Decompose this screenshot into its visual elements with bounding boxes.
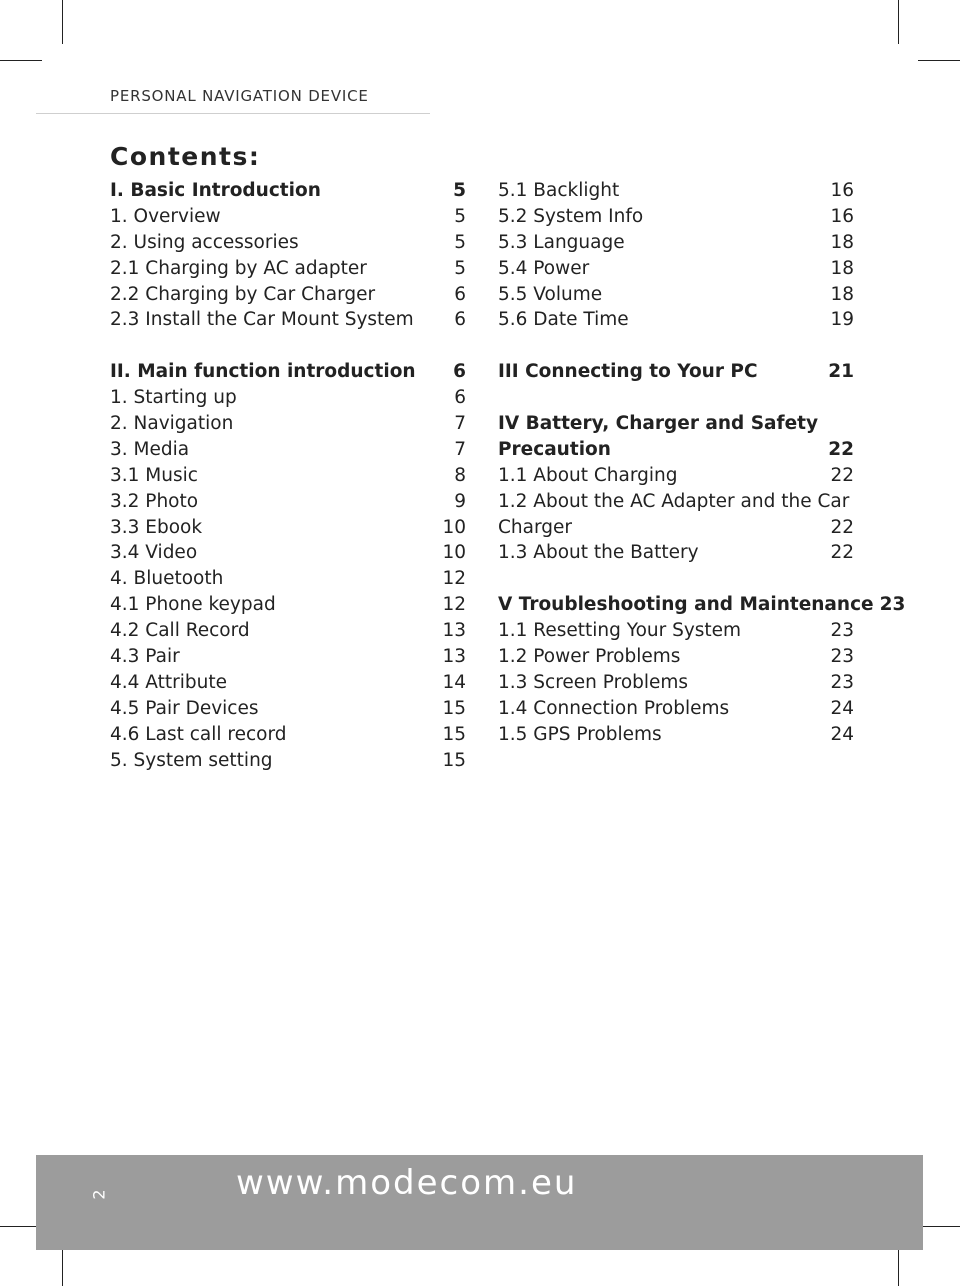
toc-entry-page: 6: [454, 387, 466, 409]
toc-entry-label: 1.1 Resetting Your System: [498, 620, 742, 642]
toc-entry[interactable]: [498, 256, 854, 282]
toc-left-column: [110, 178, 466, 773]
page-title: Contents:: [110, 142, 261, 171]
toc-entry[interactable]: [110, 385, 466, 411]
toc-entry-label: 1.4 Connection Problems: [498, 697, 730, 719]
toc-entry-page: 23: [830, 620, 854, 642]
toc-section-entry[interactable]: [498, 359, 854, 385]
toc-entry-label: 1.5 GPS Problems: [498, 723, 662, 745]
toc-entry-page: 13: [442, 646, 466, 668]
toc-entry-label: 5.6 Date Time: [498, 309, 629, 331]
toc-entry-page: 5: [454, 231, 466, 253]
toc-entry-page: 23: [830, 671, 854, 693]
toc-entry-label: I. Basic Introduction: [110, 180, 321, 201]
toc-entry-page: 9: [454, 490, 466, 512]
toc-entry-label: 4.1 Phone keypad: [110, 594, 276, 616]
page-number: 2: [89, 1189, 109, 1200]
toc-entry-page: 7: [454, 438, 466, 460]
toc-entry-label: 1. Overview: [110, 205, 221, 227]
toc-entry[interactable]: [498, 307, 854, 333]
crop-mark: [918, 1226, 960, 1227]
toc-entry-label: 1.1 About Charging: [498, 464, 678, 486]
toc-entry-page: 18: [830, 283, 854, 305]
toc-entry-label: 3.3 Ebook: [110, 516, 203, 538]
toc-entry-label: 4. Bluetooth: [110, 568, 224, 590]
toc-entry-page: 15: [442, 749, 466, 771]
toc-entry-page: 10: [442, 516, 466, 538]
toc-entry-page: 16: [830, 205, 854, 227]
toc-entry[interactable]: [498, 515, 854, 541]
toc-entry-page: 18: [830, 231, 854, 253]
toc-section-entry[interactable]: [498, 592, 906, 618]
toc-entry-label: IV Battery, Charger and Safety: [498, 413, 819, 435]
toc-entry[interactable]: [110, 618, 466, 644]
toc-spacer: [498, 333, 854, 359]
toc-entry-page: 12: [442, 568, 466, 590]
toc-entry-page: 16: [830, 180, 854, 201]
toc-right-column: [498, 178, 906, 748]
toc-entry[interactable]: [110, 566, 466, 592]
toc-entry[interactable]: [110, 670, 466, 696]
toc-entry[interactable]: [498, 696, 854, 722]
toc-entry[interactable]: [498, 489, 854, 515]
toc-entry-label: 2.3 Install the Car Mount System: [110, 309, 414, 331]
crop-mark: [918, 60, 960, 61]
toc-entry[interactable]: [110, 644, 466, 670]
toc-section-entry[interactable]: [498, 437, 854, 463]
toc-entry-page: 13: [442, 620, 466, 642]
toc-entry[interactable]: [498, 204, 854, 230]
toc-entry-page: 6: [453, 361, 466, 383]
toc-entry[interactable]: [498, 463, 854, 489]
toc-entry-page: 22: [830, 542, 854, 564]
toc-entry[interactable]: [110, 489, 466, 515]
toc-entry[interactable]: [110, 540, 466, 566]
toc-entry-label: 4.6 Last call record: [110, 723, 287, 745]
toc-entry-label: 2.2 Charging by Car Charger: [110, 283, 376, 305]
toc-entry-page: 19: [830, 309, 854, 331]
toc-entry[interactable]: [110, 748, 466, 774]
toc-entry-label: V Troubleshooting and Maintenance: [498, 594, 874, 616]
footer-bar: [36, 1155, 923, 1250]
toc-entry-label: 2. Navigation: [110, 413, 234, 435]
toc-entry-page: 7: [454, 413, 466, 435]
toc-entry-label: 3.1 Music: [110, 464, 198, 486]
toc-entry-label: 5.4 Power: [498, 257, 590, 279]
toc-entry[interactable]: [498, 540, 854, 566]
toc-entry-page: 10: [442, 542, 466, 564]
toc-entry-page: 5: [454, 257, 466, 279]
toc-entry[interactable]: [498, 178, 854, 204]
toc-entry[interactable]: [110, 411, 466, 437]
toc-entry-page: 21: [828, 361, 854, 383]
toc-entry-page: 6: [454, 283, 466, 305]
toc-entry-label: 5.3 Language: [498, 231, 625, 253]
toc-entry[interactable]: [110, 204, 466, 230]
toc-entry-label: 5.1 Backlight: [498, 180, 620, 201]
toc-entry[interactable]: [498, 282, 854, 308]
toc-entry-page: 22: [828, 438, 854, 460]
toc-entry-label: 1.2 Power Problems: [498, 646, 681, 668]
toc-entry-page: 24: [830, 697, 854, 719]
crop-mark: [62, 0, 63, 44]
toc-section-entry[interactable]: [110, 178, 466, 204]
toc-section-entry[interactable]: [110, 359, 466, 385]
toc-entry-page: 15: [442, 697, 466, 719]
toc-entry-label: 3. Media: [110, 438, 190, 460]
toc-entry[interactable]: [110, 515, 466, 541]
toc-entry-label: 4.2 Call Record: [110, 620, 250, 642]
toc-entry[interactable]: [110, 696, 466, 722]
toc-section-entry[interactable]: [498, 411, 854, 437]
toc-entry-page: 23: [830, 646, 854, 668]
toc-entry[interactable]: [110, 592, 466, 618]
toc-entry-label: 3.2 Photo: [110, 490, 199, 512]
crop-mark: [0, 60, 42, 61]
toc-entry-label: 5. System setting: [110, 749, 273, 771]
toc-entry-label: 2. Using accessories: [110, 231, 299, 253]
toc-entry-page: 5: [454, 205, 466, 227]
toc-spacer: [498, 385, 854, 411]
toc-entry-page: 6: [454, 309, 466, 331]
header-divider: [36, 113, 430, 114]
toc-entry-label: 5.5 Volume: [498, 283, 603, 305]
toc-entry-page: 14: [442, 671, 466, 693]
toc-entry[interactable]: [110, 722, 466, 748]
toc-entry-label: 3.4 Video: [110, 542, 198, 564]
toc-entry[interactable]: [110, 307, 466, 333]
toc-entry-page: 23: [879, 594, 906, 616]
toc-entry[interactable]: [110, 463, 466, 489]
toc-entry-page: 18: [830, 257, 854, 279]
toc-entry-label: 1. Starting up: [110, 387, 237, 409]
toc-entry[interactable]: [498, 618, 854, 644]
toc-entry-page: 24: [830, 723, 854, 745]
toc-entry-label: III Connecting to Your PC: [498, 361, 758, 383]
toc-entry-page: 15: [442, 723, 466, 745]
toc-entry-label: Charger: [498, 516, 572, 538]
toc-entry-label: 5.2 System Info: [498, 205, 644, 227]
toc-entry[interactable]: [498, 722, 854, 748]
toc-spacer: [498, 566, 854, 592]
toc-entry[interactable]: [498, 644, 854, 670]
toc-entry-page: 5: [453, 180, 466, 201]
toc-entry-page: 8: [454, 464, 466, 486]
running-header: PERSONAL NAVIGATION DEVICE: [110, 87, 369, 105]
toc-entry-label: 2.1 Charging by AC adapter: [110, 257, 367, 279]
toc-entry-label: 4.3 Pair: [110, 646, 180, 668]
toc-entry-page: 12: [442, 594, 466, 616]
toc-entry-page: 22: [830, 464, 854, 486]
toc-entry-label: 1.3 Screen Problems: [498, 671, 689, 693]
toc-entry-label: 1.3 About the Battery: [498, 542, 699, 564]
toc-entry-label: Precaution: [498, 438, 611, 460]
toc-entry-page: 22: [830, 516, 854, 538]
toc-entry[interactable]: [110, 256, 466, 282]
crop-mark: [898, 0, 899, 44]
toc-entry[interactable]: [110, 230, 466, 256]
toc-entry[interactable]: [110, 437, 466, 463]
toc-entry-label: 4.4 Attribute: [110, 671, 227, 693]
toc-entry[interactable]: [498, 230, 854, 256]
toc-entry-label: II. Main function introduction: [110, 361, 416, 383]
toc-spacer: [110, 333, 466, 359]
toc-entry-label: 1.2 About the AC Adapter and the Car: [498, 490, 850, 512]
toc-entry[interactable]: [498, 670, 854, 696]
toc-entry-label: 4.5 Pair Devices: [110, 697, 259, 719]
website-url: www.modecom.eu: [236, 1163, 578, 1203]
toc-entry[interactable]: [110, 282, 466, 308]
